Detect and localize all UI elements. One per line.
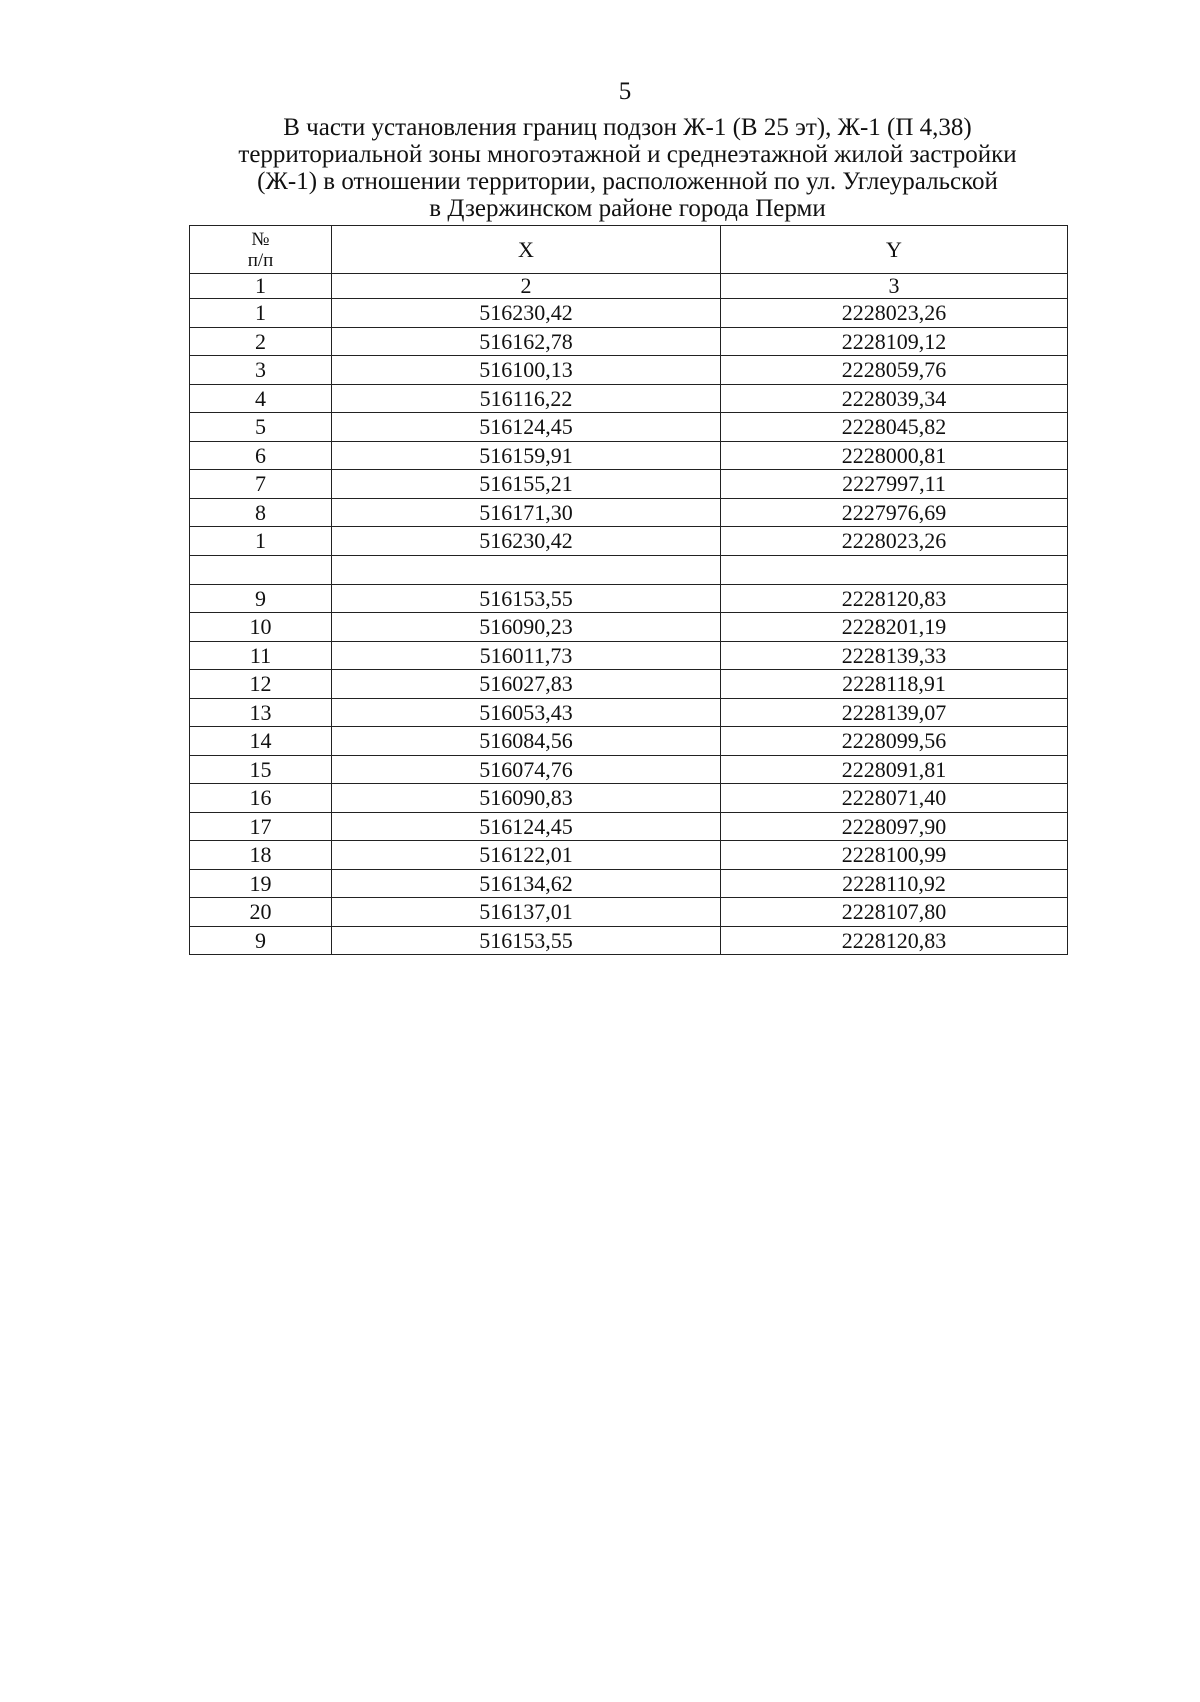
- point-number-cell: 8: [190, 498, 332, 527]
- heading-line: территориальной зоны многоэтажной и среднеэтажной жилой застройки: [238, 141, 1017, 168]
- x-coordinate-cell: 516230,42: [332, 527, 721, 556]
- table-row: [190, 727, 1068, 756]
- point-number-cell: 7: [190, 470, 332, 499]
- table-row: [190, 641, 1068, 670]
- table-row: [190, 413, 1068, 442]
- x-coordinate-cell: 516090,83: [332, 784, 721, 813]
- heading-line: в Дзержинском районе города Перми: [429, 195, 826, 222]
- table-row: [190, 812, 1068, 841]
- y-coordinate-cell: 2228045,82: [721, 413, 1068, 442]
- y-coordinate-cell: 2228039,34: [721, 384, 1068, 413]
- x-coordinate-cell: 516100,13: [332, 356, 721, 385]
- y-coordinate-cell: 2228091,81: [721, 755, 1068, 784]
- x-coordinate-cell: 516090,23: [332, 613, 721, 642]
- point-number-cell: 17: [190, 812, 332, 841]
- table-row: [190, 670, 1068, 699]
- point-number-cell: 10: [190, 613, 332, 642]
- x-coordinate-cell: 516230,42: [332, 299, 721, 328]
- x-coordinate-cell: 516124,45: [332, 812, 721, 841]
- x-coordinate-cell: 516027,83: [332, 670, 721, 699]
- column-index: 1: [190, 274, 332, 299]
- x-coordinate-cell: 516122,01: [332, 841, 721, 870]
- y-coordinate-cell: 2228023,26: [721, 527, 1068, 556]
- column-header-x: X: [332, 226, 721, 274]
- table-row: [190, 898, 1068, 927]
- y-coordinate-cell: 2228139,33: [721, 641, 1068, 670]
- x-coordinate-cell: 516137,01: [332, 898, 721, 927]
- y-coordinate-cell: 2228109,12: [721, 327, 1068, 356]
- point-number-cell: 20: [190, 898, 332, 927]
- table-header: [190, 226, 1068, 299]
- empty-cell: [332, 555, 721, 584]
- x-coordinate-cell: 516171,30: [332, 498, 721, 527]
- table-row: [190, 441, 1068, 470]
- y-coordinate-cell: 2228000,81: [721, 441, 1068, 470]
- x-coordinate-cell: 516116,22: [332, 384, 721, 413]
- table-row: [190, 784, 1068, 813]
- table-row: [190, 755, 1068, 784]
- y-coordinate-cell: 2228110,92: [721, 869, 1068, 898]
- document-heading: [180, 114, 1075, 222]
- table-row: [190, 498, 1068, 527]
- y-coordinate-cell: 2228107,80: [721, 898, 1068, 927]
- point-number-cell: 6: [190, 441, 332, 470]
- number-sign: №: [251, 228, 270, 250]
- y-coordinate-cell: 2228023,26: [721, 299, 1068, 328]
- x-coordinate-cell: 516153,55: [332, 584, 721, 613]
- y-coordinate-cell: 2228120,83: [721, 926, 1068, 955]
- table-row: [190, 841, 1068, 870]
- table-body: [190, 299, 1068, 955]
- column-header-y: Y: [721, 226, 1068, 274]
- heading-line: (Ж-1) в отношении территории, расположенной по ул. Углеуральской: [257, 168, 998, 195]
- x-coordinate-cell: 516155,21: [332, 470, 721, 499]
- x-coordinate-cell: 516124,45: [332, 413, 721, 442]
- point-number-cell: 18: [190, 841, 332, 870]
- point-number-cell: 9: [190, 584, 332, 613]
- table-row: [190, 613, 1068, 642]
- point-number-cell: 5: [190, 413, 332, 442]
- y-coordinate-cell: 2228059,76: [721, 356, 1068, 385]
- table-header-row: [190, 226, 1068, 274]
- coordinates-table: [189, 225, 1068, 955]
- point-number-cell: 1: [190, 299, 332, 328]
- point-number-cell: 16: [190, 784, 332, 813]
- table-row: [190, 470, 1068, 499]
- table-row: [190, 384, 1068, 413]
- x-coordinate-cell: 516159,91: [332, 441, 721, 470]
- point-number-cell: 1: [190, 527, 332, 556]
- point-number-cell: 12: [190, 670, 332, 699]
- column-index: 3: [721, 274, 1068, 299]
- x-coordinate-cell: 516134,62: [332, 869, 721, 898]
- point-number-cell: 4: [190, 384, 332, 413]
- x-coordinate-cell: 516084,56: [332, 727, 721, 756]
- column-index-row: [190, 274, 1068, 299]
- x-coordinate-cell: 516153,55: [332, 926, 721, 955]
- point-number-cell: 15: [190, 755, 332, 784]
- y-coordinate-cell: 2228118,91: [721, 670, 1068, 699]
- column-header-number: [190, 226, 332, 274]
- page-number: 5: [618, 78, 632, 105]
- point-number-cell: 14: [190, 727, 332, 756]
- table-row: [190, 299, 1068, 328]
- empty-cell: [190, 555, 332, 584]
- point-number-cell: 13: [190, 698, 332, 727]
- table-row: [190, 356, 1068, 385]
- table-row: [190, 926, 1068, 955]
- point-number-cell: 11: [190, 641, 332, 670]
- empty-cell: [721, 555, 1068, 584]
- x-coordinate-cell: 516011,73: [332, 641, 721, 670]
- point-number-cell: 3: [190, 356, 332, 385]
- y-coordinate-cell: 2228097,90: [721, 812, 1068, 841]
- x-coordinate-cell: 516053,43: [332, 698, 721, 727]
- table-row: [190, 527, 1068, 556]
- y-coordinate-cell: 2227976,69: [721, 498, 1068, 527]
- table-row: [190, 584, 1068, 613]
- y-coordinate-cell: 2227997,11: [721, 470, 1068, 499]
- point-number-cell: 19: [190, 869, 332, 898]
- point-number-cell: 2: [190, 327, 332, 356]
- table-row: [190, 698, 1068, 727]
- heading-line: В части установления границ подзон Ж-1 (В 25 эт), Ж-1 (П 4,38): [283, 114, 972, 141]
- y-coordinate-cell: 2228100,99: [721, 841, 1068, 870]
- point-number-cell: 9: [190, 926, 332, 955]
- y-coordinate-cell: 2228071,40: [721, 784, 1068, 813]
- y-coordinate-cell: 2228201,19: [721, 613, 1068, 642]
- y-coordinate-cell: 2228120,83: [721, 584, 1068, 613]
- x-coordinate-cell: 516162,78: [332, 327, 721, 356]
- x-coordinate-cell: 516074,76: [332, 755, 721, 784]
- column-index: 2: [332, 274, 721, 299]
- table-row: [190, 869, 1068, 898]
- y-coordinate-cell: 2228099,56: [721, 727, 1068, 756]
- table-separator-row: [190, 555, 1068, 584]
- number-abbrev: п/п: [247, 249, 274, 271]
- table-row: [190, 327, 1068, 356]
- y-coordinate-cell: 2228139,07: [721, 698, 1068, 727]
